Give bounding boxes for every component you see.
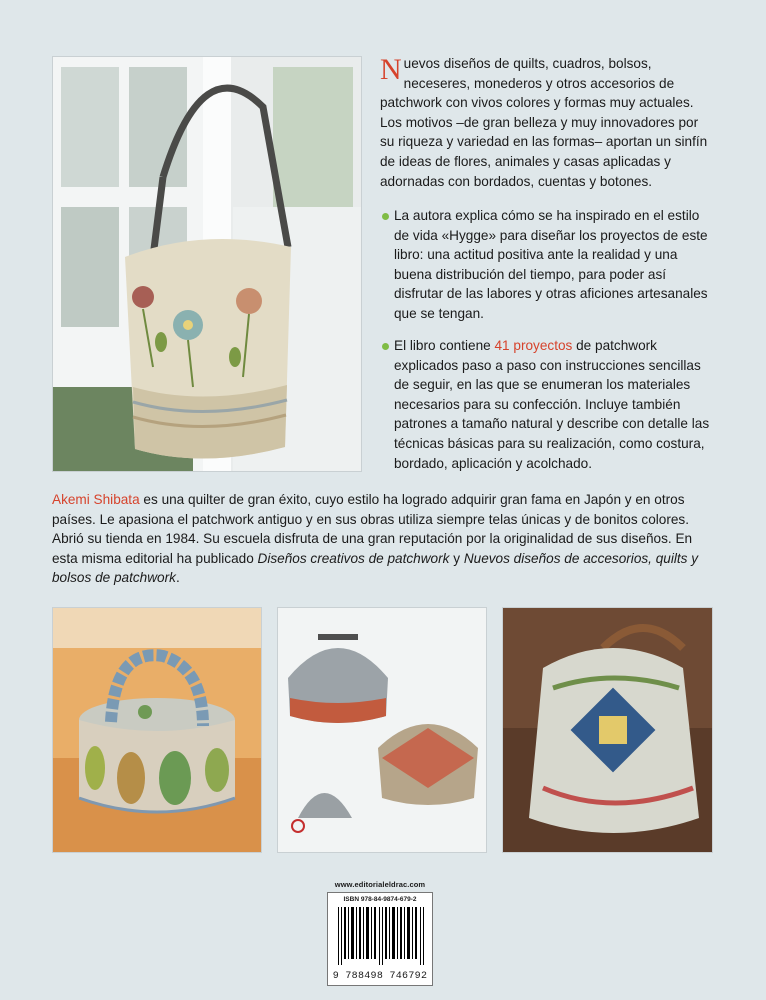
patchwork-box-photo (52, 607, 262, 853)
author-bio (52, 490, 720, 588)
barcode-block (327, 880, 433, 986)
bullet-dot-icon (382, 213, 389, 220)
patchwork-pouches-photo (277, 607, 487, 853)
author-connector: y (449, 550, 464, 566)
author-end: . (175, 570, 180, 586)
barcode-digits: 9 788498 746792 (332, 971, 428, 982)
projects-count-highlight: 41 proyectos (494, 338, 573, 353)
book-title-1: Diseños creativos de patchwork (257, 550, 450, 566)
publisher-website: www.editorialeldrac.com (334, 880, 426, 889)
book-title-2: Nuevos diseños de accesorios, quilts y bolsos de patchwork (52, 550, 699, 586)
author-bio-text: es una quilter de gran éxito, cuyo estilo ha logrado adquirir gran fama en Japón y en otros países. Le apasiona el patchwork antiguo y en sus obras utiliza siempre telas únicas y de bonitos colores. Abrió su tienda en 1984. Su escuela disfruta de una gran reputación por la originalidad de sus diseños. En esta misma editorial ha publicado (52, 492, 693, 566)
bullet-projects (382, 336, 716, 473)
drop-cap: N (380, 53, 402, 86)
intro-paragraph (380, 54, 716, 191)
patchwork-quilt-basket-photo (502, 607, 713, 853)
bullet-inspiration (382, 206, 716, 324)
intro-text: uevos diseños de quilts, cuadros, bolsos, neceseres, monederos y otros accesorios de patchwork con vivos colores y formas muy actuales. Los motivos –de gran belleza y muy innovadores por su riqueza y variedad en las formas– aportan un sinfín de ideas de flores, animales y casas aplicadas y adornadas con bordados, cuentas y botones. (380, 56, 708, 189)
isbn-text: ISBN 978-84-9874-679-2 (343, 896, 417, 903)
bullet-projects-text-start: El libro contiene (394, 338, 495, 353)
bullet-projects-text-end: de patchwork explicados paso a paso con instrucciones sencillas de seguir, en las que se enumeran los materiales necesarios para su confección. Incluye también patrones a tamaño natural y describe con detalle las técnicas básicas para su realización, como costura, bordado, aplicación y acolchado. (394, 338, 710, 471)
barcode-bars-icon (338, 907, 424, 965)
barcode (327, 892, 433, 986)
author-name: Akemi Shibata (52, 492, 140, 507)
patchwork-bag-photo (52, 56, 362, 472)
bullet-dot-icon (382, 343, 389, 350)
bullet-inspiration-text: La autora explica cómo se ha inspirado en el estilo de vida «Hygge» para diseñar los proyectos de este libro: una actitud positiva ante la realidad y una buena distribución del tiempo, para poder así disfrutar de las labores y otras aficiones artesanales que se tengan. (394, 208, 708, 321)
